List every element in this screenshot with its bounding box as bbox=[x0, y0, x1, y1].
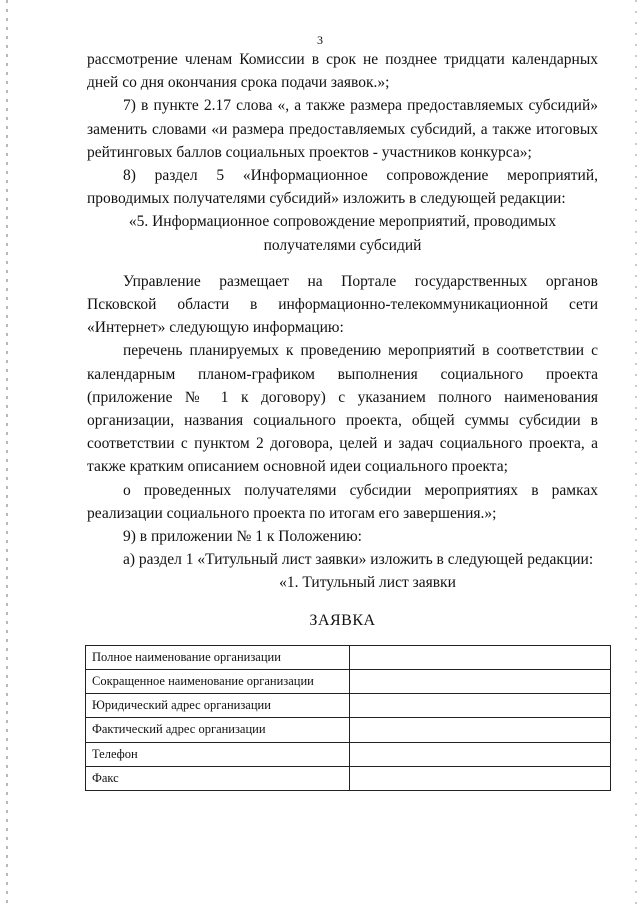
table-cell-label: Факс bbox=[86, 766, 350, 790]
table-cell-label: Телефон bbox=[86, 742, 350, 766]
scan-edge-right bbox=[635, 0, 637, 905]
table-cell-value bbox=[350, 645, 611, 669]
table-cell-value bbox=[350, 670, 611, 694]
page-number: 3 bbox=[317, 33, 323, 47]
title-sheet-heading: «1. Титульный лист заявки bbox=[279, 574, 456, 592]
table-cell-label: Фактический адрес организации bbox=[86, 718, 350, 742]
table-row bbox=[86, 694, 611, 718]
scan-edge-left bbox=[6, 0, 8, 905]
table-cell-value bbox=[350, 766, 611, 790]
paragraph-item-7: 7) в пункте 2.17 слова «, а также размера предоставляемых субсидий» заменить словами «и размера предоставляемых субсидий, а также итоговых рейтинговых баллов социальных проектов - участников конкурса»; bbox=[87, 97, 598, 161]
table-row bbox=[86, 645, 611, 669]
table-cell-label: Сокращенное наименование организации bbox=[86, 670, 350, 694]
paragraph-list-of-events: перечень планируемых к проведению мероприятий в соответствии с календарным планом-графиком выполнения социального проекта (приложение № 1 к договору) с указанием полного наименования организации, названия социального проекта, общей суммы субсидии в соответствии с пунктом 2 договора, целей и задач социального проекта, а также кратким описанием основной идеи социального проекта; bbox=[87, 342, 598, 476]
section-5-heading: «5. Информационное сопровождение мероприятий, проводимых получателями субсидий bbox=[128, 213, 557, 254]
table-cell-value bbox=[350, 742, 611, 766]
form-title: ЗАЯВКА bbox=[309, 611, 376, 629]
spacer bbox=[87, 257, 598, 270]
paragraph-item-9: 9) в приложении № 1 к Положению: bbox=[123, 528, 362, 546]
paragraph-completed-events: о проведенных получателями субсидии мероприятиях в рамках реализации социального проекта по итогам его завершения.»; bbox=[87, 481, 598, 522]
paragraph-continuation: рассмотрение членам Комиссии в срок не позднее тридцати календарных дней со дня окончания срока подачи заявок.»; bbox=[87, 51, 598, 92]
paragraph-subitem-a: а) раздел 1 «Титульный лист заявки» изложить в следующей редакции: bbox=[123, 551, 594, 569]
document-body bbox=[87, 48, 598, 791]
table-cell-value bbox=[350, 694, 611, 718]
table-cell-value bbox=[350, 718, 611, 742]
application-title-table bbox=[85, 645, 611, 791]
table-row bbox=[86, 742, 611, 766]
paragraph-management-publishes: Управление размещает на Портале государственных органов Псковской области в информационно-телекоммуникационной сети «Интернет» следующую информацию: bbox=[87, 272, 598, 337]
paragraph-item-8: 8) раздел 5 «Информационное сопровождение мероприятий, проводимых получателями субсидий» изложить в следующей редакции: bbox=[87, 167, 598, 208]
table-row bbox=[86, 718, 611, 742]
table-row bbox=[86, 670, 611, 694]
table-cell-label: Полное наименование организации bbox=[86, 645, 350, 669]
table-row bbox=[86, 766, 611, 790]
table-cell-label: Юридический адрес организации bbox=[86, 694, 350, 718]
